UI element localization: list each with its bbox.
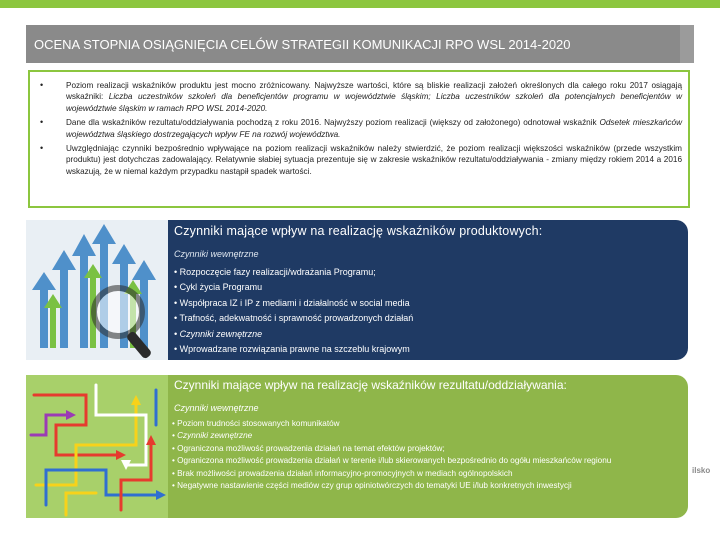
list-item: • Czynniki zewnętrzne	[172, 431, 253, 441]
list-item: • Brak możliwości prowadzenia działań informacyjno-promocyjnych w mediach ogólnopolskich	[172, 468, 513, 478]
list-item: • Poziom trudności stosowanych komunikatów	[172, 419, 340, 428]
summary-item-1: • Poziom realizacji wskaźników produktu jest mocno zróżnicowany. Najwyższe wartości, które są bliskie realizacji założeń określonych dla całego roku 2017 osiągają wskaźniki: Liczba uczestników szkoleń dla beneficjentów programu w województwie śląskim; Liczba uczestników szkoleń dla potencjalnych beneficjentów w województwie śląskim w ramach RPO WSL 2014-2020.	[40, 80, 682, 114]
result-panel-subtitle: Czynniki wewnętrzne	[174, 403, 259, 413]
slide-title	[26, 25, 694, 63]
result-panel-title: Czynniki mające wpływ na realizację wskaźników rezultatu/oddziaływania:	[174, 378, 567, 392]
product-factors-list	[174, 265, 413, 357]
list-item: • Współpraca IZ i IP z mediami i działalność w social media	[174, 297, 410, 308]
list-item: • Rozpoczęcie fazy realizacji/wdrażania Programu;	[174, 267, 376, 277]
list-item: • Trafność, adekwatność i sprawność prowadzonych działań	[174, 313, 414, 324]
colorful-maze-arrows-image	[26, 375, 168, 518]
cut-off-side-label: ilsko	[692, 466, 711, 475]
list-item: • Ograniczona możliwość prowadzenia działań na temat efektów projektów;	[172, 443, 445, 453]
rising-arrows-magnifier-image	[26, 220, 168, 360]
top-accent-bar	[0, 0, 720, 8]
summary-list	[40, 80, 682, 177]
summary-item-3: • Uwzględniając czynniki bezpośrednio wpływające na poziom realizacji wskaźników należy stwierdzić, że poziom realizacji większości wskaźników (przede wszystkim produktu) jest dotychczas zadowalający. Relatywnie słabiej sytuacja prezentuje się w zakresie wskaźników rezultatu/oddziaływania - zmiany między rokiem 2014 a 2016 wskazują, że w niemal każdym przypadku nastąpił spadek wartości.	[40, 143, 682, 177]
list-item: • Wprowadzane rozwiązania prawne na szczeblu krajowym	[174, 344, 410, 355]
summary-item-2: • Dane dla wskaźników rezultatu/oddziaływania pochodzą z roku 2016. Najwyższy poziom realizacji (większy od założonego) odnotował wskaźnik Odsetek mieszkańców województwa śląskiego dostrzegających wpływ FE na rozwój województwa.	[40, 117, 682, 140]
list-item: • Negatywne nastawienie części mediów czy grup opiniotwórczych do tematyki UE i/lub konkretnych inwestycji	[172, 481, 572, 491]
list-item: • Czynniki zewnętrzne	[174, 328, 263, 339]
summary-box	[28, 70, 690, 208]
list-item: • Cykl życia Programu	[174, 282, 263, 293]
result-factors-list	[172, 418, 684, 492]
slide-title-text: OCENA STOPNIA OSIĄGNIĘCIA CELÓW STRATEGII KOMUNIKACJI RPO WSL 2014-2020	[34, 36, 571, 52]
product-panel-subtitle: Czynniki wewnętrzne	[174, 249, 259, 259]
list-item: • Ograniczona możliwość prowadzenia działań w terenie i/lub skierowanych bezpośrednio do ogółu mieszkańców regionu	[172, 456, 612, 466]
product-panel-title: Czynniki mające wpływ na realizację wskaźników produktowych:	[174, 224, 543, 238]
